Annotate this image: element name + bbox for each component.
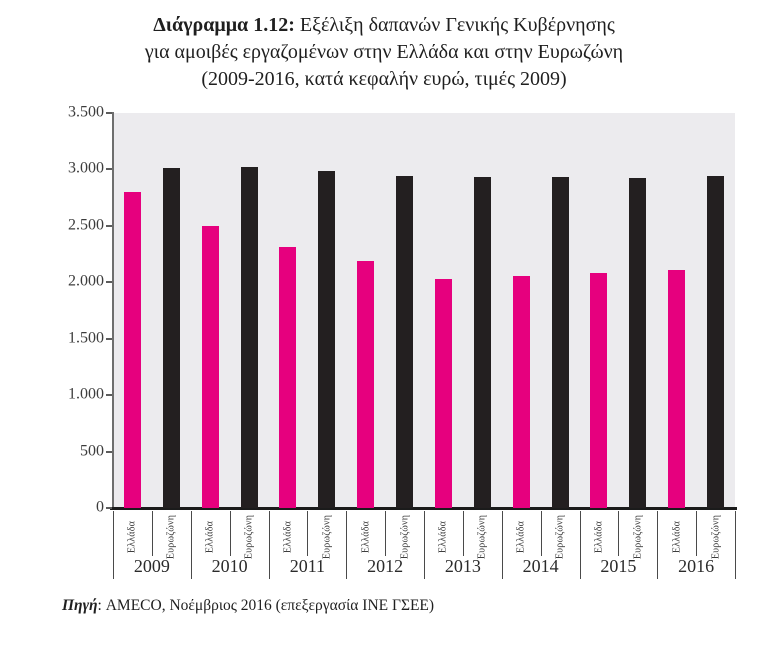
bar-greece-2009 (124, 192, 141, 508)
separator-cell (307, 511, 308, 556)
separator-year (191, 511, 192, 579)
bar-greece-2016 (668, 270, 685, 508)
year-label-2010: 2010 (211, 556, 248, 576)
bar-greece-2011 (279, 247, 296, 508)
year-label-2013: 2013 (444, 556, 481, 576)
source-note (62, 597, 434, 615)
xlabel-text-eurozone-2009: Ευρωζώνη (165, 514, 177, 560)
separator-year (113, 511, 114, 579)
xlabel-text-eurozone-2010: Ευρωζώνη (243, 514, 255, 560)
bar-eurozone-2011 (318, 171, 335, 508)
separator-cell (152, 511, 153, 556)
y-axis-line (112, 112, 114, 508)
xlabel-text-greece-2009: Ελλάδα (126, 520, 138, 554)
xlabel-text-greece-2015: Ελλάδα (593, 520, 605, 554)
ytick-label-3500: 3.500 (68, 103, 104, 121)
separator-year (657, 511, 658, 579)
year-label-2014: 2014 (522, 556, 559, 576)
bar-greece-2014 (513, 276, 530, 508)
bar-greece-2012 (357, 261, 374, 508)
year-label-2009: 2009 (133, 556, 170, 576)
ytick-mark-3500 (106, 112, 112, 114)
bar-eurozone-2012 (396, 176, 413, 508)
xlabel-text-greece-2016: Ελλάδα (671, 520, 683, 554)
ytick-label-0: 0 (96, 498, 104, 516)
bar-greece-2015 (590, 273, 607, 508)
chart-title-line2: για αμοιβές εργαζομένων στην Ελλάδα και στην Ευρωζώνη (144, 41, 624, 63)
xlabel-text-greece-2014: Ελλάδα (515, 520, 527, 554)
separator-year (269, 511, 270, 579)
ytick-label-500: 500 (80, 442, 104, 460)
source-text: : AMECO, Νοέμβριος 2016 (επεξεργασία ΙΝΕ ΓΣΕΕ) (97, 597, 435, 614)
bar-eurozone-2014 (552, 177, 569, 508)
bar-eurozone-2013 (474, 177, 491, 508)
xlabel-text-greece-2010: Ελλάδα (204, 520, 216, 554)
separator-cell (230, 511, 231, 556)
xlabel-text-eurozone-2015: Ευρωζώνη (632, 514, 644, 560)
xlabel-text-greece-2013: Ελλάδα (437, 520, 449, 554)
ytick-mark-3000 (106, 168, 112, 170)
ytick-label-1000: 1.000 (68, 385, 104, 403)
chart-title-line3: (2009-2016, κατά κεφαλήν ευρώ, τιμές 2009) (201, 68, 567, 90)
separator-year (580, 511, 581, 579)
xlabel-text-eurozone-2016: Ευρωζώνη (710, 514, 722, 560)
ytick-mark-1000 (106, 394, 112, 396)
bar-eurozone-2015 (629, 178, 646, 508)
xlabel-text-greece-2011: Ελλάδα (282, 520, 294, 554)
xlabel-text-eurozone-2014: Ευρωζώνη (554, 514, 566, 560)
source-label: Πηγή (62, 597, 98, 614)
ytick-mark-2500 (106, 225, 112, 227)
ytick-mark-500 (106, 451, 112, 453)
bar-eurozone-2010 (241, 167, 258, 508)
ytick-label-2500: 2.500 (68, 216, 104, 234)
xlabel-text-eurozone-2011: Ευρωζώνη (321, 514, 333, 560)
separator-year (735, 511, 736, 579)
separator-year (424, 511, 425, 579)
xlabel-text-greece-2012: Ελλάδα (360, 520, 372, 554)
separator-cell (463, 511, 464, 556)
bar-eurozone-2009 (163, 168, 180, 508)
bar-eurozone-2016 (707, 176, 724, 508)
ytick-label-3000: 3.000 (68, 160, 104, 178)
separator-year (346, 511, 347, 579)
chart-title-number: Διάγραμμα 1.12: (153, 14, 295, 36)
separator-cell (385, 511, 386, 556)
separator-cell (618, 511, 619, 556)
ytick-label-1500: 1.500 (68, 329, 104, 347)
separator-year (502, 511, 503, 579)
year-label-2016: 2016 (678, 556, 715, 576)
year-label-2011: 2011 (289, 556, 326, 576)
xlabel-text-eurozone-2013: Ευρωζώνη (476, 514, 488, 560)
separator-cell (541, 511, 542, 556)
chart-title-line1-text: Εξέλιξη δαπανών Γενικής Κυβέρνησης (294, 14, 615, 36)
separator-cell (696, 511, 697, 556)
ytick-label-2000: 2.000 (68, 272, 104, 290)
xlabel-text-eurozone-2012: Ευρωζώνη (399, 514, 411, 560)
bar-greece-2013 (435, 279, 452, 508)
year-label-2015: 2015 (600, 556, 637, 576)
ytick-mark-0 (106, 507, 112, 509)
ytick-mark-1500 (106, 338, 112, 340)
bar-greece-2010 (202, 226, 219, 508)
ytick-mark-2000 (106, 281, 112, 283)
year-label-2012: 2012 (367, 556, 404, 576)
